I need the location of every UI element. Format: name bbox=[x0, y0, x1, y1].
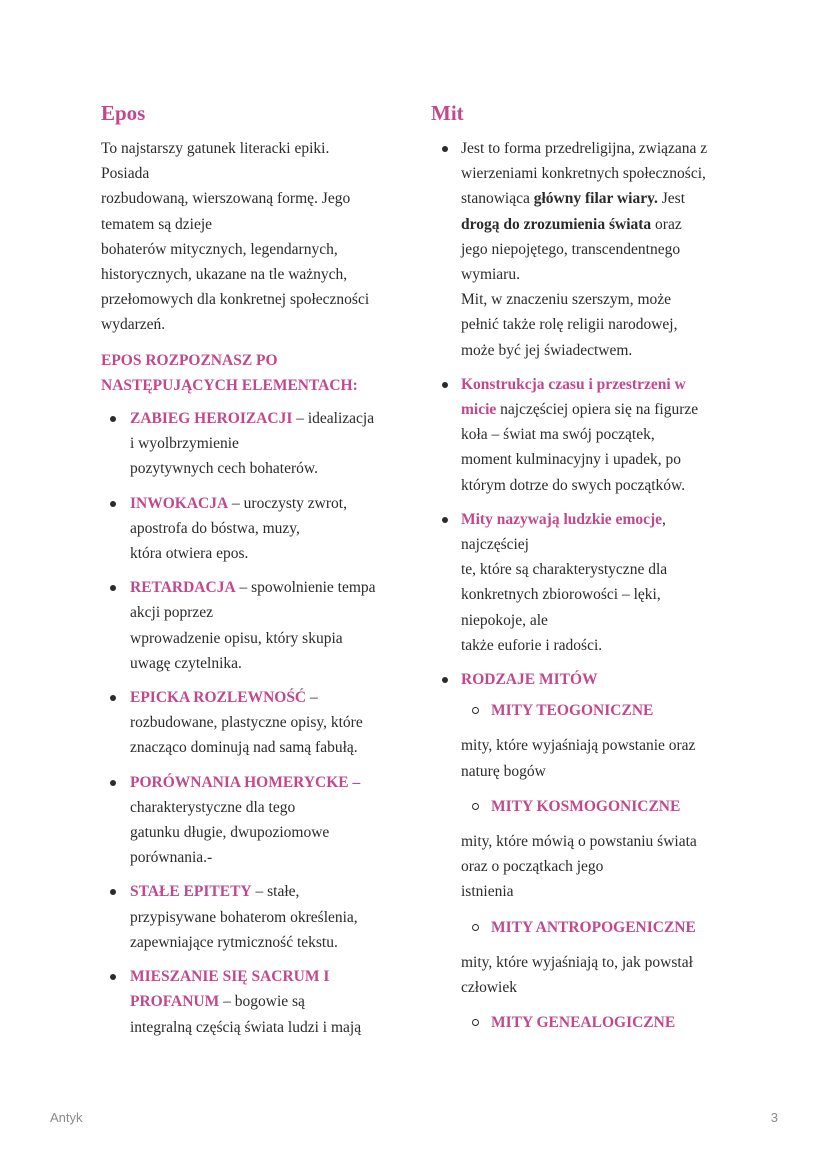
item-text: która otwiera epos. bbox=[130, 545, 249, 563]
item-text: także euforie i radości. bbox=[461, 636, 603, 654]
item-text: wymiaru. bbox=[461, 266, 520, 284]
item-text: przypisywane bohaterom określenia, bbox=[130, 908, 358, 926]
list-item bbox=[431, 372, 731, 498]
list-item bbox=[431, 667, 731, 1035]
item-term: Konstrukcja czasu i przestrzeni w bbox=[461, 375, 686, 393]
item-text: integralną częścią świata ludzi i mają bbox=[130, 1018, 362, 1036]
item-bold: drogą do zrozumienia świata bbox=[461, 215, 652, 233]
item-term: INWOKACJA bbox=[130, 494, 229, 512]
desc-line: mity, które wyjaśniają powstanie oraz bbox=[461, 737, 696, 755]
item-text: zapewniające rytmiczność tekstu. bbox=[130, 933, 338, 951]
desc-line: naturę bogów bbox=[461, 762, 546, 780]
item-text: apostrofa do bóstwa, muzy, bbox=[130, 519, 300, 537]
list-item bbox=[101, 879, 401, 955]
myth-type-name: MITY ANTROPOGENICZNE bbox=[461, 915, 731, 940]
intro-line: Posiada bbox=[101, 165, 150, 183]
item-bold: główny filar wiary. bbox=[533, 190, 658, 208]
subheading-line: NASTĘPUJĄCYCH ELEMENTACH: bbox=[101, 376, 358, 394]
intro-line: To najstarszy gatunek literacki epiki. bbox=[101, 140, 330, 157]
item-text: wprowadzenie opisu, który skupia bbox=[130, 629, 343, 647]
intro-line: historycznych, ukazane na tle ważnych, bbox=[101, 266, 348, 284]
item-text: znacząco dominują nad samą fabułą. bbox=[130, 739, 358, 757]
intro-line: przełomowych dla konkretnej społeczności bbox=[101, 291, 370, 309]
left-column bbox=[101, 98, 401, 1049]
item-text: którym dotrze do swych początków. bbox=[461, 476, 686, 494]
intro-line: bohaterów mitycznych, legendarnych, bbox=[101, 240, 338, 258]
item-term: Mity nazywają ludzkie emocje bbox=[461, 510, 663, 528]
item-text: uwagę czytelnika. bbox=[130, 654, 242, 672]
item-text: oraz bbox=[651, 215, 682, 233]
epos-elements-list bbox=[101, 406, 401, 1040]
list-item bbox=[431, 507, 731, 658]
item-text: , bbox=[662, 510, 666, 528]
myth-type-desc bbox=[461, 950, 731, 1000]
intro-line: wydarzeń. bbox=[101, 316, 166, 334]
item-text: najczęściej bbox=[461, 536, 529, 554]
item-text: gatunku długie, dwupoziomowe bbox=[130, 824, 330, 842]
item-text: może być jej świadectwem. bbox=[461, 341, 633, 359]
footer-section-label: Antyk bbox=[50, 1110, 83, 1125]
mit-list bbox=[431, 136, 731, 1036]
list-item bbox=[101, 575, 401, 676]
desc-line: oraz o początkach jego bbox=[461, 858, 604, 876]
intro-line: tematem są dzieje bbox=[101, 215, 213, 233]
item-text: akcji poprzez bbox=[130, 604, 214, 622]
item-text: konkretnych zbiorowości – lęki, bbox=[461, 586, 661, 604]
subheading-line: EPOS ROZPOZNASZ PO bbox=[101, 351, 278, 369]
myth-types-heading: RODZAJE MITÓW bbox=[461, 671, 598, 689]
list-item bbox=[431, 136, 731, 363]
item-term: PORÓWNANIA HOMERYCKE – bbox=[130, 773, 361, 791]
mit-title: Mit bbox=[431, 101, 464, 125]
item-text: Mit, w znaczeniu szerszym, może bbox=[461, 291, 672, 309]
item-text: jego niepojętego, transcendentnego bbox=[461, 240, 681, 258]
item-term: MIESZANIE SIĘ SACRUM I bbox=[130, 968, 330, 986]
list-item bbox=[101, 406, 401, 482]
item-text: – uroczysty zwrot, bbox=[228, 494, 347, 512]
myth-type-name: MITY TEOGONICZNE bbox=[461, 698, 731, 723]
item-text: pozytywnych cech bohaterów. bbox=[130, 460, 318, 478]
item-text: Jest to forma przedreligijna, związana z bbox=[461, 140, 708, 157]
item-text: niepokoje, ale bbox=[461, 611, 548, 629]
epos-elements-heading bbox=[101, 348, 401, 398]
item-text: wierzeniami konkretnych społeczności, bbox=[461, 165, 706, 183]
item-text: porównania.- bbox=[130, 849, 213, 867]
desc-line: mity, które wyjaśniają to, jak powstał bbox=[461, 953, 693, 971]
item-text: – bbox=[306, 689, 318, 707]
item-text: najczęściej opiera się na figurze bbox=[496, 401, 699, 419]
epos-title: Epos bbox=[101, 101, 146, 125]
item-text: te, które są charakterystyczne dla bbox=[461, 561, 668, 579]
desc-line: istnienia bbox=[461, 883, 514, 901]
item-text: charakterystyczne dla tego bbox=[130, 798, 296, 816]
list-item bbox=[101, 491, 401, 567]
list-item bbox=[101, 770, 401, 871]
item-term: RETARDACJA bbox=[130, 579, 236, 597]
item-text: i wyolbrzymienie bbox=[130, 435, 239, 453]
item-term: PROFANUM bbox=[130, 993, 220, 1011]
item-text: – bogowie są bbox=[219, 993, 305, 1011]
list-item bbox=[101, 685, 401, 761]
item-text: – stałe, bbox=[251, 883, 300, 901]
desc-line: mity, które mówią o powstaniu świata bbox=[461, 833, 697, 851]
item-text: koła – świat ma swój początek, bbox=[461, 426, 655, 444]
item-text: pełnić także rolę religii narodowej, bbox=[461, 316, 678, 334]
item-text: – spowolnienie tempa bbox=[235, 579, 376, 597]
item-term: STAŁE EPITETY bbox=[130, 883, 252, 901]
item-term: micie bbox=[461, 401, 497, 419]
desc-line: człowiek bbox=[461, 979, 517, 997]
item-term: ZABIEG HEROIZACJI bbox=[130, 410, 293, 428]
item-text: stanowiąca bbox=[461, 190, 534, 208]
list-item bbox=[101, 964, 401, 1040]
item-text: rozbudowane, plastyczne opisy, które bbox=[130, 714, 363, 732]
right-column bbox=[431, 98, 731, 1046]
intro-line: rozbudowaną, wierszowaną formę. Jego bbox=[101, 190, 351, 208]
item-text: Jest bbox=[657, 190, 686, 208]
item-text: – idealizacja bbox=[292, 410, 375, 428]
myth-type-desc bbox=[461, 733, 731, 783]
myth-type-name: MITY KOSMOGONICZNE bbox=[461, 794, 731, 819]
myth-type-desc bbox=[461, 829, 731, 905]
myth-type-name: MITY GENEALOGICZNE bbox=[461, 1010, 731, 1035]
item-text: moment kulminacyjny i upadek, po bbox=[461, 451, 681, 469]
item-term: EPICKA ROZLEWNOŚĆ bbox=[130, 689, 307, 707]
page-number: 3 bbox=[770, 1110, 778, 1125]
epos-intro bbox=[101, 136, 401, 338]
